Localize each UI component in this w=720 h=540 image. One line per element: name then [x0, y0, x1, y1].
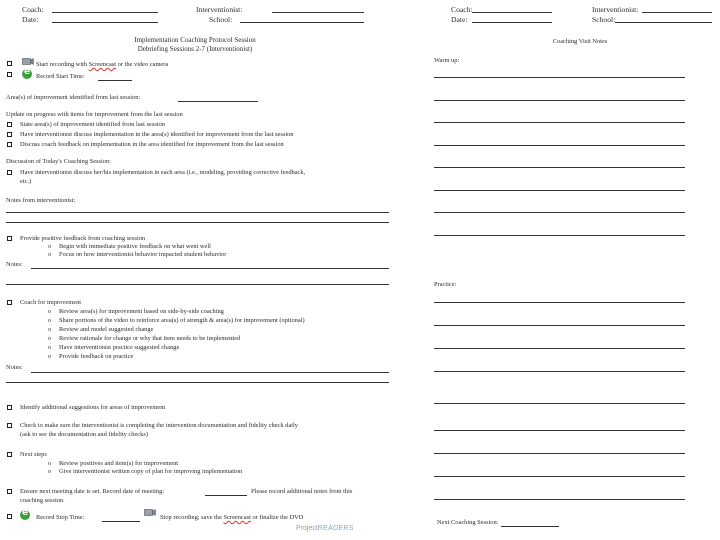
update-heading: Update on progress with items for improvement from the last session [6, 111, 183, 118]
date-label: Date: [451, 15, 468, 24]
notes-line[interactable] [6, 382, 389, 383]
protocol-subtitle: Debriefing Sessions 2-7 (Interventionist) [137, 45, 253, 53]
stop-checkbox[interactable] [7, 514, 12, 519]
check-docs-checkbox[interactable] [7, 423, 12, 428]
browser-icon [22, 69, 32, 79]
start-recording-checkbox[interactable] [7, 61, 12, 66]
notes-line[interactable] [434, 100, 685, 101]
next-session-field[interactable] [501, 526, 559, 527]
next-steps-heading: Next steps [20, 451, 47, 458]
improvement-subitem-5: Have interventionist practice suggested change [59, 344, 180, 351]
discussion-heading: Discussion of Today's Coaching Session: [6, 158, 111, 165]
practice-label: Practice: [434, 281, 457, 288]
improvement-subitem-3: Review and model suggested change [59, 326, 154, 333]
bullet: o [48, 327, 51, 333]
improvement-subitem-4: Review rationale for change or why that item needs to be implemented [59, 335, 241, 342]
record-stop-label: Record Stop Time: [36, 514, 85, 521]
date-field[interactable] [472, 22, 552, 23]
notes-line[interactable] [434, 325, 685, 326]
positive-heading: Provide positive feedback from coaching session [20, 235, 146, 242]
browser-icon [20, 510, 30, 520]
ensure-checkbox[interactable] [7, 489, 12, 494]
improvement-checkbox[interactable] [7, 300, 12, 305]
identify-checkbox[interactable] [7, 405, 12, 410]
bullet: o [48, 354, 51, 360]
improvement-subitem-2: Share portions of the video to reinforce area(s) of strength & area(s) for improvement (optional) [59, 317, 305, 324]
notes-line[interactable] [31, 268, 389, 269]
bullet: o [48, 252, 51, 258]
notes-line[interactable] [434, 212, 685, 213]
interventionist-label: Interventionist: [196, 5, 243, 14]
interventionist-label: Interventionist: [592, 5, 639, 14]
notes-line[interactable] [31, 372, 389, 373]
protocol-title: Implementation Coaching Protocol Session [134, 36, 256, 44]
discussion-item-line2: etc.) [20, 178, 32, 185]
positive-notes-label: Notes: [6, 261, 23, 268]
coach-field[interactable] [472, 12, 552, 13]
improvement-notes-label: Notes: [6, 364, 23, 371]
improvement-subitem-1: Review area(s) for improvement based on side-by-side coaching [59, 308, 224, 315]
bullet: o [48, 345, 51, 351]
ensure-line2: coaching session. [20, 497, 65, 504]
notes-line[interactable] [434, 77, 685, 78]
next-steps-subitem-2: Give interventionist written copy of plan for improving implementation [59, 468, 243, 475]
bullet: o [48, 469, 51, 475]
next-steps-checkbox[interactable] [7, 452, 12, 457]
identify-text: Identify additional suggestions for areas of improvement [20, 404, 166, 411]
update-item-3: Discuss coach feedback on implementation in the area identified for improvement from the last session [20, 141, 284, 148]
school-field[interactable] [615, 22, 712, 23]
school-label: School: [209, 15, 233, 24]
check-docs-line2: (ask to see the documentation and fidelity checks) [20, 431, 148, 438]
camera-icon [22, 57, 34, 66]
coaching-visit-notes-title: Coaching Visit Notes [552, 38, 608, 45]
areas-label: Area(s) of improvement identified from last session: [6, 94, 141, 101]
next-steps-subitem-1: Review positives and item(s) for improvement [59, 460, 179, 467]
notes-line[interactable] [434, 145, 685, 146]
areas-field[interactable] [178, 101, 258, 102]
warmup-label: Warm up: [434, 57, 460, 64]
notes-from-label: Notes from interventionist: [6, 197, 76, 204]
improvement-subitem-6: Provide feedback on practice [59, 353, 134, 360]
record-start-label: Record Start Time: [36, 73, 85, 80]
camera-icon [144, 508, 156, 517]
bullet: o [48, 336, 51, 342]
improvement-heading: Coach for improvement [20, 299, 82, 306]
record-start-field[interactable] [98, 80, 132, 81]
coach-field[interactable] [52, 12, 158, 13]
interventionist-field[interactable] [642, 12, 712, 13]
update-item-2: Have interventionist discuss implementation in the area(s) identified for improvement from the last session [20, 131, 294, 138]
record-stop-field[interactable] [102, 521, 140, 522]
notes-line[interactable] [434, 371, 685, 372]
notes-line[interactable] [434, 302, 685, 303]
update-checkbox-1[interactable] [7, 122, 12, 127]
bullet: o [48, 318, 51, 324]
record-start-checkbox[interactable] [7, 72, 12, 77]
meeting-date-field[interactable] [205, 495, 247, 496]
ensure-line1-b: Please record additional notes from this [251, 488, 353, 495]
update-item-1: State area(s) of improvement identified from last session [20, 121, 165, 128]
notes-line[interactable] [434, 235, 685, 236]
positive-subitem-1: Begin with immediate positive feedback on what went well [59, 243, 211, 250]
date-field[interactable] [52, 22, 158, 23]
project-readers-logo: ProjectREADERS [296, 525, 354, 532]
date-label: Date: [22, 15, 39, 24]
notes-line[interactable] [434, 348, 685, 349]
notes-line[interactable] [434, 122, 685, 123]
notes-line[interactable] [434, 499, 685, 500]
notes-line[interactable] [6, 222, 389, 223]
ensure-line1-a: Ensure next meeting date is set. Record date of meeting: [20, 488, 165, 495]
bullet: o [48, 244, 51, 250]
discussion-item-line1: Have interventionist discuss her/his implementation in each area (i.e., modeling, providing corrective feedback, [20, 169, 306, 176]
update-checkbox-3[interactable] [7, 142, 12, 147]
coach-label: Coach: [22, 5, 44, 14]
coach-label: Coach: [451, 5, 473, 14]
notes-line[interactable] [434, 190, 685, 191]
discussion-checkbox[interactable] [7, 170, 12, 175]
next-session-label: Next Coaching Session: [437, 519, 499, 526]
notes-line[interactable] [6, 284, 389, 285]
notes-line[interactable] [434, 476, 685, 477]
update-checkbox-2[interactable] [7, 132, 12, 137]
check-docs-line1: Check to make sure the interventionist is completing the intervention documentation and fidelity check daily [20, 422, 298, 429]
notes-line[interactable] [434, 453, 685, 454]
notes-line[interactable] [434, 430, 685, 431]
school-field[interactable] [240, 22, 364, 23]
positive-checkbox[interactable] [7, 236, 12, 241]
interventionist-field[interactable] [272, 12, 364, 13]
start-recording-text: Start recording with Screencast or the video camera [36, 61, 169, 68]
school-label: School: [592, 15, 616, 24]
notes-line[interactable] [434, 403, 685, 404]
bullet: o [48, 309, 51, 315]
stop-text: Stop recording; save the Screencast or finalize the DVD [160, 514, 304, 521]
notes-line[interactable] [434, 167, 685, 168]
notes-line[interactable] [6, 212, 389, 213]
bullet: o [48, 461, 51, 467]
positive-subitem-2: Focus on how interventionist behavior impacted student behavior [59, 251, 227, 258]
